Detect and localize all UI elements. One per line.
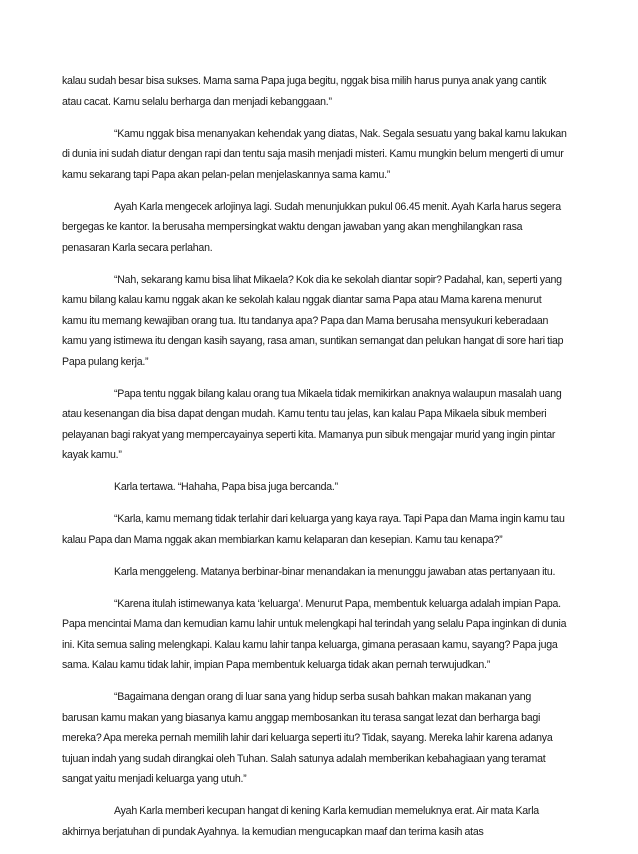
paragraph-4: “Nah, sekarang kamu bisa lihat Mikaela? Kok dia ke sekolah diantar sopir? Padahal, kan, seperti yang kamu bilang kalau kamu nggak akan ke sekolah kalau nggak diantar sama Papa atau Mama karena menurut kamu itu memang kewajiban orang tua. Itu tandanya apa? Papa dan Mama berusaha mensyukuri keberadaan kamu yang istimewa itu dengan kasih sayang, rasa aman, suntikan semangat dan pelukan hangat di sore hari tiap Papa pulang kerja.” [62,273,564,368]
paragraph-7: “Karla, kamu memang tidak terlahir dari keluarga yang kaya raya. Tapi Papa dan Mama ingin kamu tau kalau Papa dan Mama nggak akan membiarkan kamu kelaparan dan kesepian. Kamu tau kenapa?” [62,513,565,546]
story-text-body [62,71,568,854]
paragraph-9: “Karena itulah istimewanya kata ‘keluarga’. Menurut Papa, membentuk keluarga adalah impian Papa. Papa mencintai Mama dan kemudian kamu lahir untuk melengkapi hal terindah yang selalu Papa inginkan di dunia ini. Kita semua saling melengkapi. Kalau kamu lahir tanpa keluarga, gimana perasaan kamu, sayang? Papa juga sama. Kalau kamu tidak lahir, impian Papa membentuk keluarga tidak akan pernah terwujudkan.” [62,597,567,671]
paragraph-5: “Papa tentu nggak bilang kalau orang tua Mikaela tidak memikirkan anaknya walaupun masalah uang atau kesenangan dia bisa dapat dengan mudah. Kamu tentu tau jelas, kan kalau Papa Mikaela sibuk memberi pelayanan bagi rakyat yang mempercayainya seperti kita. Mamanya pun sibuk mengajar murid yang ingin pintar kayak kamu.” [62,387,562,461]
paragraph-11: Ayah Karla memberi kecupan hangat di kening Karla kemudian memeluknya erat. Air mata Karla akhirnya berjatuhan di pundak Ayahnya. Ia kemudian mengucapkan maaf dan terima kasih atas [62,805,539,838]
paragraph-8: Karla menggeleng. Matanya berbinar-binar menandakan ia menunggu jawaban atas pertanyaan itu. [114,565,556,578]
paragraph-6: Karla tertawa. “Hahaha, Papa bisa juga bercanda.” [114,481,338,493]
paragraph-10: “Bagaimana dengan orang di luar sana yang hidup serba susah bahkan makan makanan yang barusan kamu makan yang biasanya kamu anggap membosankan itu terasa sangat lezat dan berharga bagi mereka? Apa mereka pernah memilih lahir dari keluarga seperti itu? Tidak, sayang. Mereka lahir karena adanya tujuan indah yang sudah dirangkai oleh Tuhan. Salah satunya adalah memberikan kebahagiaan yang teramat sangat yaitu menjadi keluarga yang utuh.” [62,691,553,785]
paragraph-2: “Kamu nggak bisa menanyakan kehendak yang diatas, Nak. Segala sesuatu yang bakal kamu lakukan di dunia ini sudah diatur dengan rapi dan tentu saja masih menjadi misteri. Kamu mungkin belum mengerti di umur kamu sekarang tapi Papa akan pelan-pelan menjelaskannya sama kamu.” [62,127,567,181]
paragraph-1: kalau sudah besar bisa sukses. Mama sama Papa juga begitu, nggak bisa milih harus punya anak yang cantik atau cacat. Kamu selalu berharga dan menjadi kebanggaan.” [62,75,547,108]
paragraph-3: Ayah Karla mengecek arlojinya lagi. Sudah menunjukkan pukul 06.45 menit. Ayah Karla harus segera bergegas ke kantor. Ia berusaha mempersingkat waktu dengan jawaban yang akan menghilangkan rasa penasaran Karla secara perlahan. [62,200,561,254]
